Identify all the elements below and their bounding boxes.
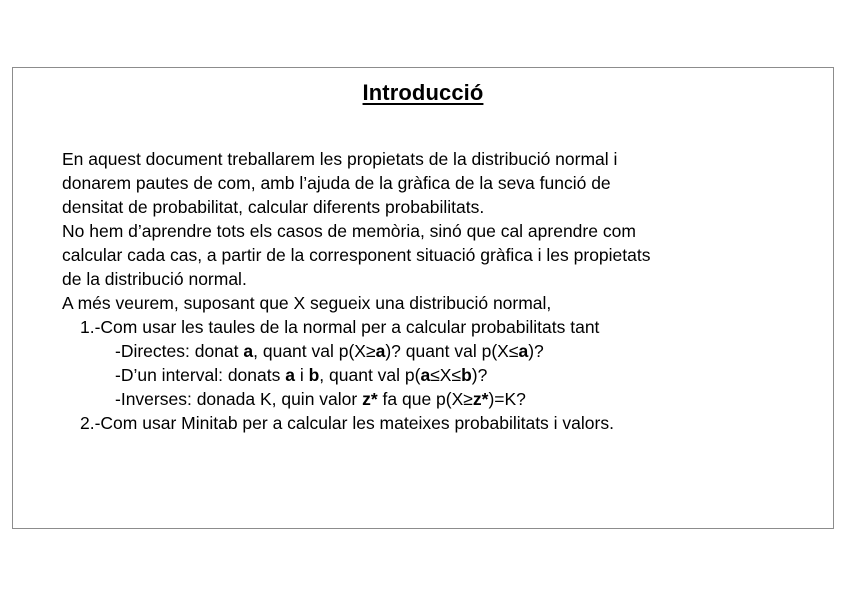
list-item-2: 2.-Com usar Minitab per a calcular les mateixes probabilitats i valors. (80, 413, 614, 433)
text-segment: , quant val p(X≥ (253, 341, 376, 361)
paragraph-line: densitat de probabilitat, calcular diferents probabilitats. (62, 197, 485, 217)
bold-variable: b (308, 365, 320, 385)
paragraph-line: A més veurem, suposant que X segueix una distribució normal, (62, 293, 552, 313)
sub-item-directes (62, 339, 802, 363)
bold-variable: a (420, 365, 431, 385)
text-segment: -Inverses: donada K, quin valor (115, 389, 363, 409)
bold-variable: a (285, 365, 295, 385)
bold-variable: z* (472, 389, 489, 409)
bold-variable: a (243, 341, 254, 361)
slide-frame (12, 67, 834, 529)
text-segment: fa que p(X≥ (377, 389, 473, 409)
paragraph-line: donarem pautes de com, amb l’ajuda de la gràfica de la seva funció de (62, 173, 611, 193)
text-segment: , quant val p( (319, 365, 421, 385)
paragraph-line: En aquest document treballarem les propietats de la distribució normal i (62, 149, 618, 169)
bold-variable: a (518, 341, 529, 361)
sub-item-interval (62, 363, 802, 387)
bold-variable: b (461, 365, 472, 385)
page-title: Introducció (362, 80, 484, 105)
bold-variable: a (375, 341, 386, 361)
text-segment: )? (528, 341, 544, 361)
text-segment: ≤X≤ (430, 365, 462, 385)
document-body (62, 147, 802, 435)
text-segment: -Directes: donat (115, 341, 244, 361)
paragraph-line: calcular cada cas, a partir de la corresponent situació gràfica i les propietats (62, 245, 651, 265)
paragraph-line: No hem d’aprendre tots els casos de memòria, sinó que cal aprendre com (62, 221, 636, 241)
bold-variable: z* (362, 389, 378, 409)
list-item-1: 1.-Com usar les taules de la normal per a calcular probabilitats tant (80, 317, 600, 337)
paragraph-line: de la distribució normal. (62, 269, 247, 289)
sub-item-inverses (62, 387, 802, 411)
text-segment: -D’un interval: donats (115, 365, 286, 385)
text-segment: i (294, 365, 309, 385)
text-segment: )? (471, 365, 488, 385)
text-segment: )? quant val p(X≤ (385, 341, 519, 361)
text-segment: )=K? (488, 389, 526, 409)
